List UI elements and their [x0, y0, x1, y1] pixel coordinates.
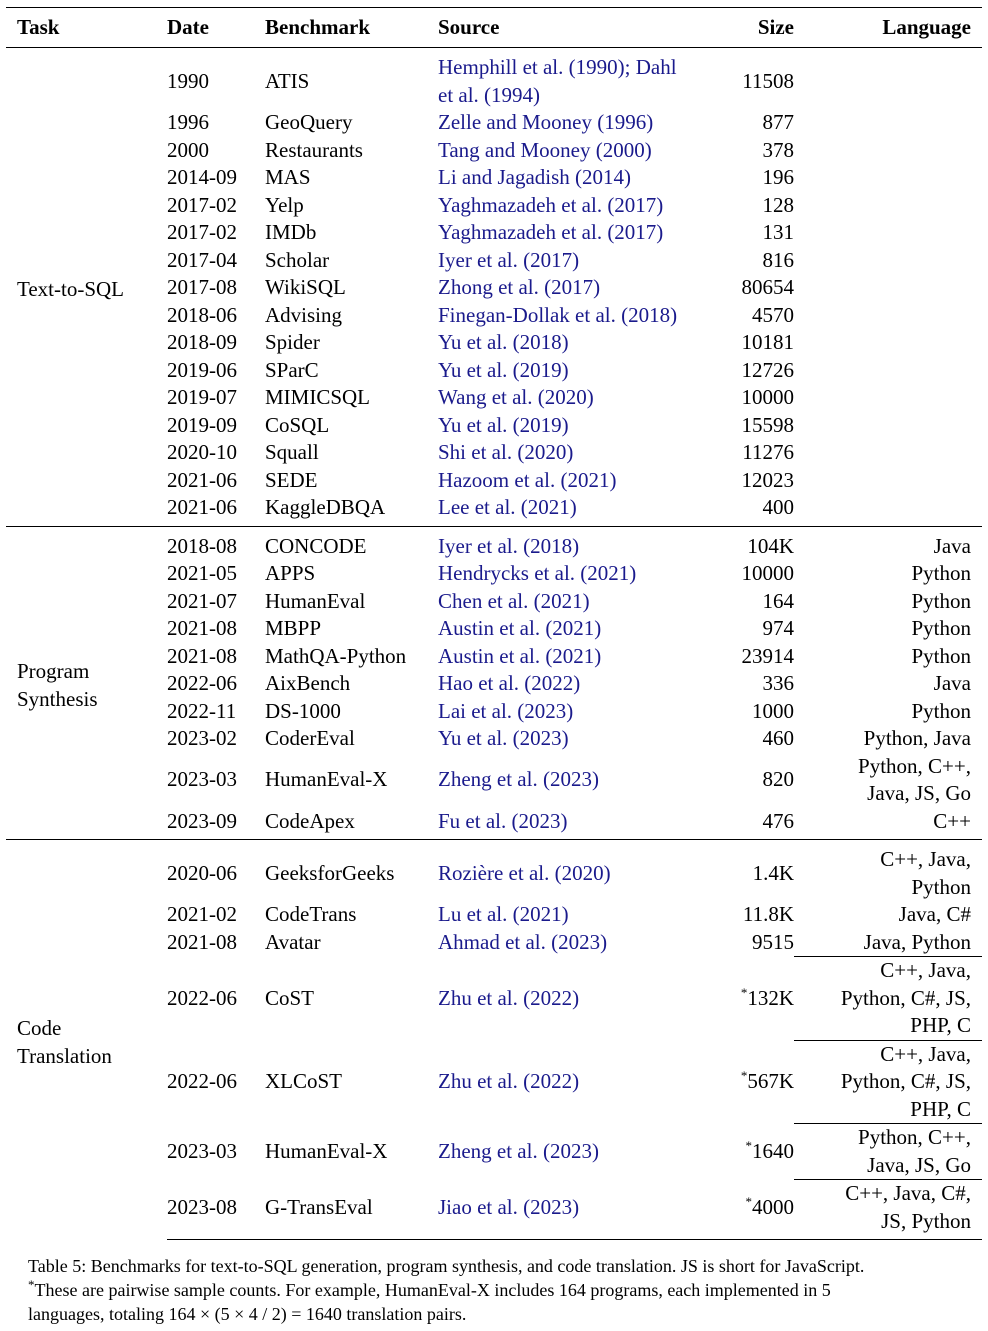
- citation-link[interactable]: Yu et al. (2018): [438, 330, 569, 354]
- benchmark-cell: CONCODE: [265, 526, 438, 560]
- table-row: [6, 48, 982, 110]
- date-cell: 2021-02: [167, 902, 237, 926]
- citation-link[interactable]: Zhong et al. (2017): [438, 275, 601, 299]
- date-cell: 2021-08: [167, 643, 237, 668]
- source-cell: [438, 957, 714, 1041]
- size-cell: 15598: [741, 412, 794, 437]
- source-cell: [438, 247, 714, 275]
- date-cell: 2019-07: [167, 385, 237, 409]
- size-cell: 816: [762, 247, 794, 272]
- citation-line: Hemphill et al. (1990); Dahl: [438, 55, 677, 79]
- citation-link[interactable]: Yaghmazadeh et al. (2017): [438, 192, 664, 217]
- source-cell: [438, 329, 714, 357]
- language-cell: [794, 1040, 982, 1124]
- citation-link[interactable]: Lai et al. (2023): [438, 698, 574, 723]
- benchmark-cell: IMDb: [265, 220, 317, 244]
- size-cell: 11276: [742, 440, 794, 464]
- date-cell: 2014-09: [167, 165, 237, 189]
- star-mark: *: [745, 1193, 752, 1209]
- size-cell: *1640: [745, 1137, 794, 1163]
- task-line: Text-to-SQL: [17, 277, 125, 301]
- language-line: Python, C#, JS,: [840, 1069, 971, 1093]
- header-benchmark: Benchmark: [265, 8, 438, 48]
- date-cell: 2022-06: [167, 1069, 237, 1093]
- citation-link[interactable]: Hao et al. (2022): [438, 671, 581, 695]
- citation-link[interactable]: Ahmad et al. (2023): [438, 929, 608, 954]
- language-cell: Python: [911, 616, 971, 640]
- citation-link[interactable]: Rozière et al. (2020): [438, 860, 611, 885]
- source-cell: [438, 494, 714, 526]
- citation-link[interactable]: Chen et al. (2021): [438, 588, 590, 613]
- benchmark-cell: Avatar: [265, 929, 321, 954]
- date-cell: 1990: [167, 68, 209, 93]
- source-cell: [438, 901, 714, 929]
- citation-link[interactable]: Yu et al. (2019): [438, 412, 569, 437]
- size-cell: 164: [762, 588, 794, 613]
- source-cell: [438, 109, 714, 137]
- source-cell: [438, 192, 714, 220]
- caption-line-1: Table 5: Benchmarks for text-to-SQL generation, program synthesis, and code translation. JS is short for JavaScript.: [28, 1256, 865, 1276]
- source-cell: [438, 588, 714, 616]
- date-cell: 2000: [167, 137, 209, 162]
- citation-link[interactable]: Shi et al. (2020): [438, 440, 574, 464]
- citation-link[interactable]: Austin et al. (2021): [438, 643, 602, 668]
- date-cell: 2022-06: [167, 671, 237, 695]
- citation-link[interactable]: Finegan-Dollak et al. (2018): [438, 302, 678, 327]
- language-cell: [794, 137, 982, 165]
- table-caption: [28, 1254, 968, 1326]
- size-cell: 400: [762, 495, 794, 519]
- language-cell: Java: [933, 671, 971, 695]
- size-cell: 4570: [752, 302, 794, 327]
- citation-line: et al. (1994): [438, 82, 541, 107]
- size-cell: 336: [762, 671, 794, 695]
- date-cell: 2019-09: [167, 412, 237, 437]
- citation-link[interactable]: Fu et al. (2023): [438, 808, 568, 833]
- header-language: Language: [794, 8, 982, 48]
- size-cell: 877: [762, 110, 794, 134]
- language-line: Python, C#, JS,: [840, 985, 971, 1010]
- benchmark-cell: G-TransEval: [265, 1180, 438, 1240]
- size-cell: 1000: [752, 698, 794, 723]
- date-cell: 2021-08: [167, 616, 237, 640]
- size-cell: 460: [762, 726, 794, 750]
- benchmark-cell: SEDE: [265, 467, 318, 492]
- source-cell: [438, 929, 714, 957]
- task-line: Translation: [17, 1043, 112, 1068]
- benchmark-cell: HumanEval: [265, 588, 366, 613]
- citation-link[interactable]: Lu et al. (2021): [438, 902, 569, 926]
- size-cell: 10000: [741, 385, 794, 409]
- date-cell: 2018-08: [167, 526, 265, 560]
- benchmark-cell: GeoQuery: [265, 110, 353, 134]
- source-cell: [438, 1040, 714, 1124]
- task-cell: [6, 48, 167, 527]
- task-cell: [6, 840, 167, 1240]
- benchmark-cell: DS-1000: [265, 698, 341, 723]
- benchmark-cell: HumanEval-X: [265, 767, 388, 792]
- citation-link[interactable]: Tang and Mooney (2000): [438, 137, 652, 162]
- language-line: PHP, C: [910, 1013, 971, 1037]
- benchmark-cell: CodeApex: [265, 808, 355, 833]
- language-cell: Java: [794, 526, 982, 560]
- source-cell: [438, 1124, 714, 1180]
- source-cell: [438, 439, 714, 467]
- date-cell: 2021-08: [167, 929, 237, 954]
- date-cell: 2023-03: [167, 767, 237, 792]
- benchmark-cell: WikiSQL: [265, 275, 346, 299]
- star-mark: *: [740, 984, 748, 1000]
- language-line: Java, JS, Go: [867, 1152, 971, 1177]
- benchmark-cell: Advising: [265, 302, 343, 327]
- language-cell: [794, 219, 982, 247]
- date-cell: 2022-06: [167, 985, 237, 1010]
- language-line: Java, JS, Go: [867, 781, 971, 805]
- header-size: Size: [714, 8, 794, 48]
- table-row: [6, 840, 982, 902]
- benchmark-cell: SParC: [265, 357, 319, 382]
- source-cell: [438, 698, 714, 726]
- benchmark-cell: XLCoST: [265, 1069, 343, 1093]
- caption-line-2: [28, 1278, 968, 1302]
- size-cell: 12726: [741, 357, 794, 382]
- source-cell: [438, 643, 714, 671]
- language-line: Python: [911, 874, 971, 899]
- size-cell: 11508: [742, 68, 794, 93]
- language-cell: Java, Python: [863, 929, 971, 954]
- date-cell: 2021-07: [167, 588, 237, 613]
- table-header: [6, 8, 982, 48]
- source-cell: [438, 357, 714, 385]
- citation-link[interactable]: Zelle and Mooney (1996): [438, 110, 654, 134]
- source-cell: [438, 808, 714, 840]
- source-cell: [438, 840, 714, 902]
- caption-star: *: [28, 1277, 35, 1292]
- source-cell: [438, 1180, 714, 1240]
- benchmark-cell: Yelp: [265, 192, 304, 217]
- size-cell: 196: [762, 165, 794, 189]
- date-cell: 2022-11: [167, 698, 237, 723]
- date-cell: 2023-02: [167, 726, 237, 750]
- date-cell: 2021-06: [167, 495, 237, 519]
- citation-link[interactable]: Yu et al. (2023): [438, 726, 569, 750]
- source-cell: [438, 48, 714, 110]
- benchmark-cell: APPS: [265, 561, 316, 585]
- size-cell: *567K: [740, 1068, 794, 1093]
- size-cell: 10000: [741, 561, 794, 585]
- language-cell: [794, 48, 982, 110]
- source-cell: [438, 526, 714, 560]
- source-cell: [438, 560, 714, 588]
- benchmark-cell: HumanEval-X: [265, 1138, 388, 1163]
- language-cell: Python: [911, 588, 971, 613]
- citation-link[interactable]: Iyer et al. (2017): [438, 247, 580, 272]
- benchmark-cell: ATIS: [265, 68, 310, 93]
- citation-link[interactable]: Zheng et al. (2023): [438, 767, 599, 792]
- language-cell: [794, 467, 982, 495]
- language-cell: [794, 247, 982, 275]
- citation-link[interactable]: Jiao et al. (2023): [438, 1194, 580, 1219]
- date-cell: 2017-02: [167, 220, 237, 244]
- size-cell: 12023: [741, 467, 794, 492]
- source-cell: [438, 467, 714, 495]
- size-cell: 974: [762, 616, 794, 640]
- size-cell: 104K: [714, 526, 794, 560]
- date-cell: 2021-05: [167, 561, 237, 585]
- benchmark-cell: CoST: [265, 985, 315, 1010]
- language-cell: [794, 412, 982, 440]
- citation-link[interactable]: Hendrycks et al. (2021): [438, 561, 637, 585]
- benchmark-cell: CoderEval: [265, 726, 355, 750]
- date-cell: 2017-08: [167, 275, 237, 299]
- language-cell: [794, 384, 982, 412]
- language-line: C++, Java,: [880, 958, 971, 982]
- language-cell: [794, 753, 982, 808]
- date-cell: 1996: [167, 110, 209, 134]
- date-cell: 2023-09: [167, 808, 237, 833]
- source-cell: [438, 384, 714, 412]
- language-line: C++, Java, C#,: [845, 1181, 971, 1205]
- size-cell: 10181: [741, 330, 794, 354]
- language-cell: [794, 192, 982, 220]
- date-cell: 2021-06: [167, 467, 237, 492]
- language-cell: [794, 840, 982, 902]
- citation-link[interactable]: Zheng et al. (2023): [438, 1138, 599, 1163]
- benchmark-cell: MIMICSQL: [265, 385, 371, 409]
- language-cell: [794, 1180, 982, 1240]
- language-cell: Java, C#: [898, 902, 971, 926]
- source-cell: [438, 753, 714, 808]
- citation-link[interactable]: [438, 54, 708, 109]
- star-mark: *: [745, 1137, 752, 1153]
- date-cell: 2018-09: [167, 330, 237, 354]
- benchmark-cell: MAS: [265, 165, 311, 189]
- source-cell: [438, 670, 714, 698]
- size-cell: 23914: [741, 643, 794, 668]
- citation-link[interactable]: Zhu et al. (2022): [438, 1069, 580, 1093]
- size-cell: 378: [762, 137, 794, 162]
- star-mark: *: [740, 1068, 748, 1083]
- citation-link[interactable]: Austin et al. (2021): [438, 616, 602, 640]
- language-line: PHP, C: [910, 1096, 971, 1121]
- caption-line-2-text: These are pairwise sample counts. For example, HumanEval-X includes 164 programs, each implemented in 5: [34, 1280, 831, 1300]
- header-date: Date: [167, 8, 265, 48]
- language-cell: [794, 357, 982, 385]
- language-cell: [794, 164, 982, 192]
- citation-link[interactable]: Hazoom et al. (2021): [438, 467, 617, 492]
- citation-link[interactable]: Zhu et al. (2022): [438, 985, 580, 1010]
- size-cell: *4000: [714, 1180, 794, 1240]
- language-line: Python, C++,: [858, 1125, 971, 1149]
- task-line: Code: [17, 1016, 62, 1041]
- benchmark-table-wrapper: [6, 7, 982, 1240]
- task-line: Program: [17, 659, 90, 684]
- language-cell: [794, 494, 982, 526]
- benchmark-cell: KaggleDBQA: [265, 495, 386, 519]
- source-cell: [438, 137, 714, 165]
- citation-link[interactable]: Li and Jagadish (2014): [438, 165, 632, 189]
- source-cell: [438, 302, 714, 330]
- size-cell: 9515: [752, 929, 794, 954]
- citation-link[interactable]: Yu et al. (2019): [438, 357, 569, 382]
- language-line: JS, Python: [881, 1208, 971, 1233]
- size-cell: 1.4K: [714, 840, 794, 902]
- task-cell: [6, 526, 167, 840]
- language-cell: [794, 109, 982, 137]
- date-cell: 2020-06: [167, 840, 265, 902]
- header-task: Task: [6, 8, 167, 48]
- benchmark-cell: MathQA-Python: [265, 643, 407, 668]
- date-cell: 2023-03: [167, 1138, 237, 1163]
- language-cell: Python: [911, 561, 971, 585]
- size-cell: 128: [762, 192, 794, 217]
- benchmark-cell: GeeksforGeeks: [265, 840, 438, 902]
- source-cell: [438, 412, 714, 440]
- language-cell: C++: [933, 808, 971, 833]
- source-cell: [438, 615, 714, 643]
- date-cell: 2023-08: [167, 1180, 265, 1240]
- language-cell: [794, 302, 982, 330]
- benchmark-cell: Scholar: [265, 247, 330, 272]
- language-cell: [794, 1124, 982, 1180]
- language-line: Python, C++,: [858, 753, 971, 778]
- table-row: [6, 526, 982, 560]
- date-cell: 2019-06: [167, 357, 237, 382]
- date-cell: 2017-02: [167, 192, 237, 217]
- task-group: [6, 840, 982, 1240]
- language-cell: Python: [911, 643, 971, 668]
- citation-link[interactable]: Wang et al. (2020): [438, 385, 594, 409]
- language-line: C++, Java,: [880, 847, 971, 871]
- size-cell: *132K: [740, 984, 794, 1010]
- language-cell: [794, 957, 982, 1041]
- source-cell: [438, 274, 714, 302]
- benchmark-cell: Squall: [265, 440, 319, 464]
- citation-link[interactable]: Yaghmazadeh et al. (2017): [438, 220, 664, 244]
- language-cell: Python: [911, 698, 971, 723]
- header-row: [6, 8, 982, 48]
- benchmark-table: [6, 7, 982, 1240]
- task-group: [6, 48, 982, 527]
- date-cell: 2020-10: [167, 440, 237, 464]
- size-cell: 80654: [741, 275, 794, 299]
- citation-link[interactable]: Lee et al. (2021): [438, 495, 577, 519]
- date-cell: 2018-06: [167, 302, 237, 327]
- benchmark-cell: MBPP: [265, 616, 322, 640]
- source-cell: [438, 164, 714, 192]
- date-cell: 2017-04: [167, 247, 237, 272]
- language-line: C++, Java,: [880, 1041, 971, 1066]
- benchmark-cell: CodeTrans: [265, 902, 357, 926]
- benchmark-cell: Spider: [265, 330, 320, 354]
- source-cell: [438, 725, 714, 753]
- task-group: [6, 526, 982, 840]
- benchmark-cell: AixBench: [265, 671, 351, 695]
- task-line: Synthesis: [17, 686, 98, 711]
- caption-line-3: languages, totaling 164 × (5 × 4 / 2) = 1640 translation pairs.: [28, 1304, 467, 1324]
- language-cell: [794, 329, 982, 357]
- language-cell: [794, 439, 982, 467]
- header-source: Source: [438, 8, 714, 48]
- citation-link[interactable]: Iyer et al. (2018): [438, 533, 580, 558]
- size-cell: 131: [762, 220, 794, 244]
- benchmark-cell: Restaurants: [265, 137, 363, 162]
- source-cell: [438, 219, 714, 247]
- language-cell: Python, Java: [863, 726, 971, 750]
- size-cell: 820: [762, 767, 794, 792]
- size-cell: 476: [762, 808, 794, 833]
- size-cell: 11.8K: [742, 902, 794, 926]
- language-cell: [794, 274, 982, 302]
- benchmark-cell: CoSQL: [265, 412, 330, 437]
